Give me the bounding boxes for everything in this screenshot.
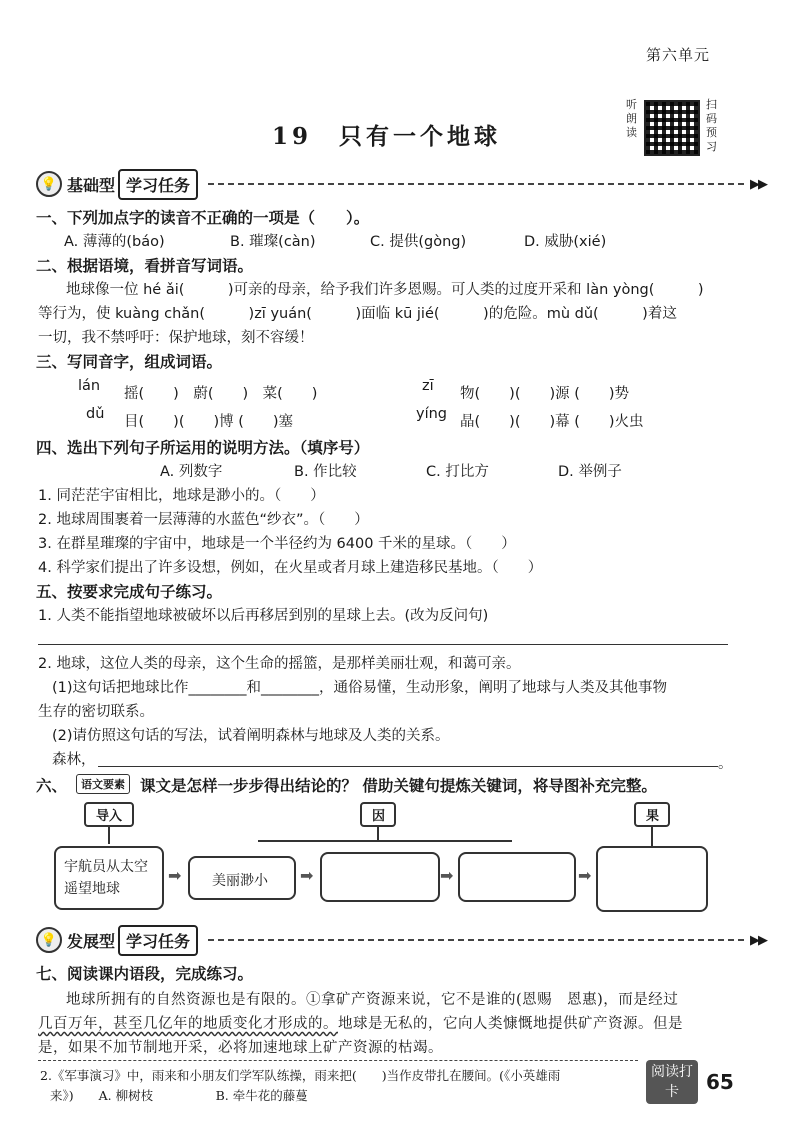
passage-line-3: 是，如果不加节制地开采，必将加速地球上矿产资源的枯竭。 <box>38 1040 443 1056</box>
section-banner-basic <box>36 170 766 198</box>
q7-title: 七、阅读课内语段，完成练习。 <box>36 965 254 983</box>
q6-number: 六、 <box>36 777 68 795</box>
connector <box>108 826 110 844</box>
flow-box-start: 宇航员从太空遥望地球 <box>54 846 164 910</box>
q3-pinyin-du: dǔ <box>86 406 105 422</box>
unit-label: 第六单元 <box>646 46 711 64</box>
q2-line-3: 一切，我不禁呼吁：保护地球，刻不容缓！ <box>38 330 314 346</box>
q6-tag: 语文要素 <box>76 774 130 794</box>
qr-left-caption: 听朗读 <box>626 98 637 139</box>
arrow-right-icon: ➡ <box>578 866 592 885</box>
connector <box>377 826 379 840</box>
q1-option-a[interactable]: A. 薄薄的(báo) <box>64 234 165 250</box>
q5-sub-1-cont: 生存的密切联系。 <box>38 704 154 720</box>
lesson-title: 19 只有一个地球 <box>272 123 502 150</box>
q3-row2-right[interactable]: 晶( )( )幕 ( )火虫 <box>460 414 644 430</box>
q3-row1-left[interactable]: 摇( ) 蔚( ) 菜( ) <box>124 386 318 402</box>
q4-sentence-3[interactable]: 3. 在群星璀璨的宇宙中，地球是一个半径约为 6400 千米的星球。（ ） <box>38 536 516 552</box>
q2-line-1[interactable]: 地球像一位 hé ǎi( )可亲的母亲，给予我们许多恩赐。可人类的过度开采和 làn yòng( ) <box>66 282 704 298</box>
q4-sentence-1[interactable]: 1. 同茫茫宇宙相比，地球是渺小的。（ ） <box>38 488 325 504</box>
q4-option-c: C. 打比方 <box>426 464 489 480</box>
q1-option-c[interactable]: C. 提供(gòng) <box>370 234 467 250</box>
divider <box>208 183 744 185</box>
forest-answer-line[interactable] <box>98 766 718 767</box>
q5-sentence-1: 1. 人类不能指望地球被破坏以后再移居到别的星球上去。(改为反问句) <box>38 608 489 624</box>
passage-text: 地球是无私的，它向人类慷慨地提供矿产资源。但是 <box>338 1016 683 1032</box>
q4-option-a: A. 列数字 <box>160 464 223 480</box>
qr-right-caption: 扫码预习 <box>706 98 717 153</box>
qr-code-icon[interactable] <box>644 100 700 156</box>
arrow-right-icon: ➡ <box>168 866 182 885</box>
q5-sub-1[interactable]: (1)这句话把地球比作________和________，通俗易懂，生动形象，阐明了地球与人类及其他事物 <box>52 680 668 696</box>
answer-line[interactable] <box>38 644 728 645</box>
footer-options: 来》) A. 柳树枝 B. 牵牛花的藤蔓 <box>50 1088 308 1103</box>
flow-cause-label: 因 <box>360 802 396 827</box>
divider <box>208 939 744 941</box>
flow-effect-label: 果 <box>634 802 670 827</box>
q1-title: 一、下列加点字的读音不正确的一项是（ ）。 <box>36 209 370 227</box>
q1-option-d[interactable]: D. 威胁(xié) <box>524 234 607 250</box>
q4-option-b: B. 作比较 <box>294 464 357 480</box>
arrow-right-icon: ▶▶ <box>750 176 766 192</box>
q3-row1-right[interactable]: 物( )( )源 ( )势 <box>460 386 630 402</box>
q3-pinyin-zi: zī <box>422 378 434 394</box>
flow-lead-label: 导入 <box>84 802 134 827</box>
period-mark: 。 <box>718 756 733 772</box>
q4-sentence-2[interactable]: 2. 地球周围裹着一层薄薄的水蓝色“纱衣”。（ ） <box>38 512 369 528</box>
q4-option-d: D. 举例子 <box>558 464 622 480</box>
reading-checkin-badge[interactable]: 阅读打卡 <box>646 1060 698 1104</box>
q2-line-2[interactable]: 等行为，使 kuàng chǎn( )zī yuán( )面临 kū jié( )的危险。mù dǔ( )着这 <box>38 306 677 322</box>
section-banner-development <box>36 926 766 954</box>
q5-sentence-2: 2. 地球，这位人类的母亲，这个生命的摇篮，是那样美丽壮观，和蔼可亲。 <box>38 656 521 672</box>
q5-title: 五、按要求完成句子练习。 <box>36 583 223 601</box>
connector <box>651 826 653 846</box>
q3-pinyin-ying: yíng <box>416 406 448 422</box>
q2-title: 二、根据语境，看拼音写词语。 <box>36 257 254 275</box>
flow-box-end[interactable] <box>596 846 708 912</box>
q4-title: 四、选出下列句子所运用的说明方法。（填序号） <box>36 439 370 457</box>
connector <box>258 840 512 842</box>
q1-option-b[interactable]: B. 璀璨(càn) <box>230 234 316 250</box>
q5-forest-prefix: 森林， <box>52 752 96 768</box>
q5-sub-2: (2)请仿照这句话的写法，试着阐明森林与地球及人类的关系。 <box>52 728 450 744</box>
lightbulb-icon: 💡 <box>36 927 62 953</box>
arrow-right-icon: ▶▶ <box>750 932 766 948</box>
flow-box-2: 美丽渺小 <box>188 856 296 900</box>
banner-type: 基础型 <box>67 175 116 195</box>
wavy-underlined-text: 几百万年，甚至几亿年的地质变化才形成的。 <box>38 1016 338 1032</box>
footer-question: 2.《军事演习》中，雨来和小朋友们学军队练操，雨来把( )当作皮带扎在腰间。(《小英雄雨 <box>40 1068 561 1083</box>
divider <box>38 1060 638 1061</box>
page-number: 65 <box>706 1070 734 1094</box>
lightbulb-icon: 💡 <box>36 171 62 197</box>
banner-task: 学习任务 <box>118 169 198 200</box>
arrow-right-icon: ➡ <box>300 866 314 885</box>
banner-type: 发展型 <box>67 931 116 951</box>
q4-sentence-4[interactable]: 4. 科学家们提出了许多设想，例如，在火星或者月球上建造移民基地。（ ） <box>38 560 543 576</box>
flow-box-4[interactable] <box>458 852 576 902</box>
passage-line-1: 地球所拥有的自然资源也是有限的。①拿矿产资源来说，它不是谁的(恩赐 恩惠)，而是经过 <box>66 992 679 1008</box>
flow-box-3[interactable] <box>320 852 440 902</box>
q3-title: 三、写同音字，组成词语。 <box>36 353 223 371</box>
q3-row2-left[interactable]: 目( )( )博 ( )塞 <box>124 414 294 430</box>
q6-title: 课文是怎样一步步得出结论的？ 借助关键句提炼关键词，将导图补充完整。 <box>140 777 657 795</box>
banner-task: 学习任务 <box>118 925 198 956</box>
q3-pinyin-lan: lán <box>78 378 101 394</box>
passage-line-2 <box>38 1012 683 1033</box>
arrow-right-icon: ➡ <box>440 866 454 885</box>
